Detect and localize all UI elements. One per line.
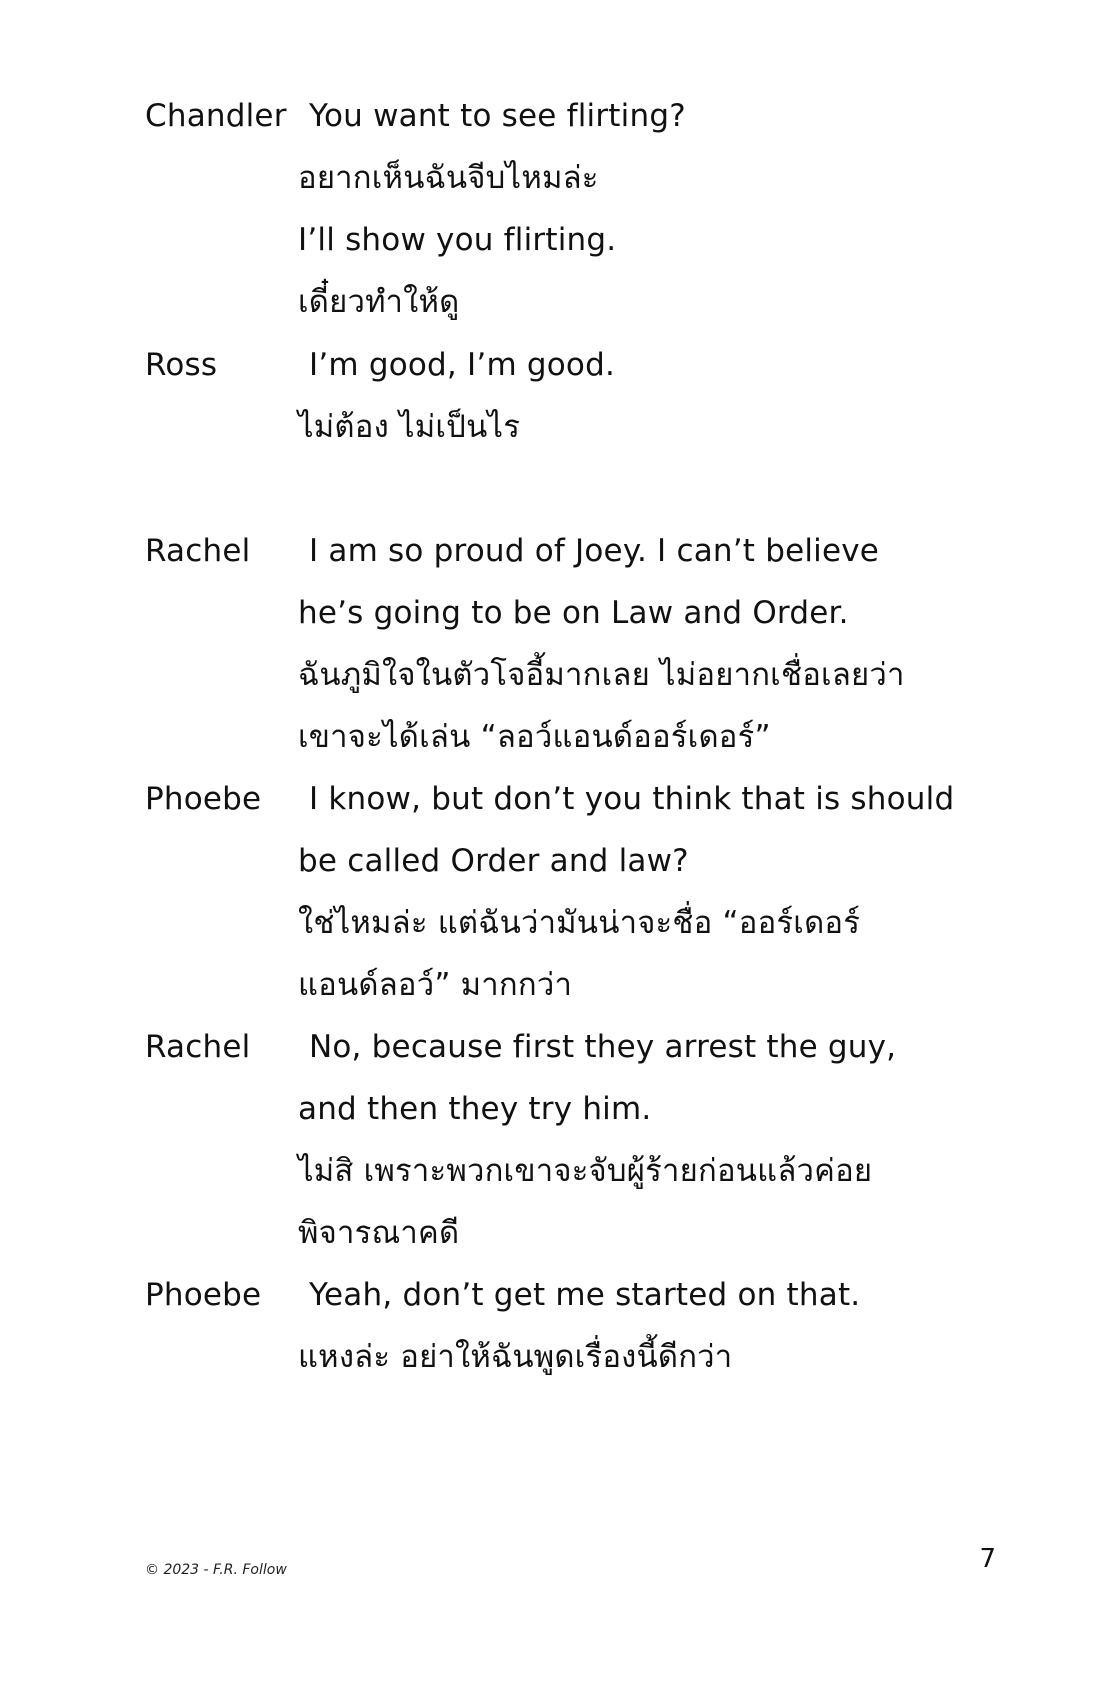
dialogue-line: ฉันภูมิใจในตัวโจอี้มากเลย ไม่อยากเชื่อเลยว่า <box>298 657 905 693</box>
dialogue-line: I’m good, I’m good. <box>309 347 616 383</box>
speaker-name: Rachel <box>145 1029 251 1065</box>
speaker-name: Phoebe <box>145 781 262 817</box>
speaker-name: Chandler <box>145 98 287 134</box>
dialogue-line: You want to see flirting? <box>309 98 686 134</box>
dialogue-line: I am so proud of Joey. I can’t believe <box>309 533 880 569</box>
dialogue-line: I’ll show you flirting. <box>298 222 617 258</box>
dialogue-line: he’s going to be on Law and Order. <box>298 595 849 631</box>
dialogue-line: No, because first they arrest the guy, <box>309 1029 897 1065</box>
dialogue-line: พิจารณาคดี <box>298 1215 460 1251</box>
dialogue-line: Yeah, don’t get me started on that. <box>309 1277 861 1313</box>
dialogue-line: ไม่สิ เพราะพวกเขาจะจับผู้ร้ายก่อนแล้วค่อย <box>298 1153 873 1189</box>
dialogue-line: อยากเห็นฉันจีบไหมล่ะ <box>298 160 599 196</box>
dialogue-line: I know, but don’t you think that is should <box>309 781 955 817</box>
dialogue-line: be called Order and law? <box>298 843 689 879</box>
speaker-name: Phoebe <box>145 1277 262 1313</box>
page-number: 7 <box>979 1544 996 1574</box>
dialogue-line: เดี๋ยวทำให้ดู <box>298 284 460 320</box>
speaker-name: Ross <box>145 347 218 383</box>
dialogue-line: ใช่ไหมล่ะ แต่ฉันว่ามันน่าจะชื่อ “ออร์เดอร์ <box>298 905 861 941</box>
dialogue-line: and then they try him. <box>298 1091 652 1127</box>
dialogue-line: เขาจะได้เล่น “ลอว์แอนด์ออร์เดอร์” <box>298 719 771 755</box>
dialogue-line: แอนด์ลอว์” มากกว่า <box>298 967 573 1003</box>
dialogue-line: ไม่ต้อง ไม่เป็นไร <box>298 409 521 445</box>
dialogue-line: แหงล่ะ อย่าให้ฉันพูดเรื่องนี้ดีกว่า <box>298 1339 733 1375</box>
speaker-name: Rachel <box>145 533 251 569</box>
copyright-notice: © 2023 - F.R. Follow <box>145 1562 287 1578</box>
